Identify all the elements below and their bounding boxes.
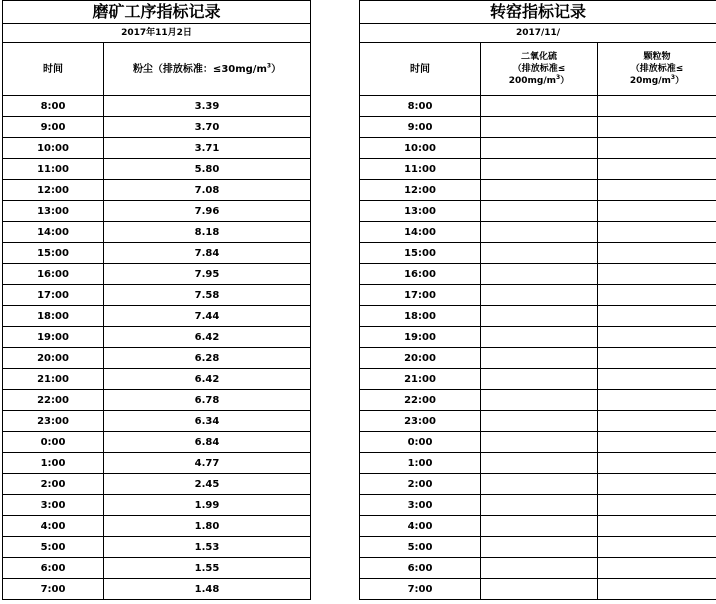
time-cell: 19:00 xyxy=(3,327,104,348)
dust-value-cell: 6.84 xyxy=(104,432,311,453)
table-row xyxy=(360,285,716,306)
time-cell: 18:00 xyxy=(3,306,104,327)
grinding-col-dust-header: 粉尘（排放标准：$\le 30mg/m^3$） xyxy=(104,43,311,96)
table-row xyxy=(3,306,311,327)
time-cell: 6:00 xyxy=(360,558,481,579)
time-cell: 3:00 xyxy=(360,495,481,516)
time-cell: 18:00 xyxy=(360,306,481,327)
dust-value-cell: 6.78 xyxy=(104,390,311,411)
dust-value-cell: 5.80 xyxy=(104,159,311,180)
so2-value-cell xyxy=(481,390,598,411)
table-row xyxy=(3,264,311,285)
table-row xyxy=(360,138,716,159)
so2-value-cell xyxy=(481,222,598,243)
table-row xyxy=(360,117,716,138)
time-cell: 0:00 xyxy=(360,432,481,453)
kiln-table-date: 2017/11/ xyxy=(360,24,716,43)
table-row xyxy=(360,411,716,432)
pm-value-cell xyxy=(598,474,716,495)
so2-value-cell xyxy=(481,201,598,222)
pm-value-cell xyxy=(598,159,716,180)
dust-value-cell: 6.34 xyxy=(104,411,311,432)
dust-value-cell: 7.84 xyxy=(104,243,311,264)
dust-value-cell: 1.53 xyxy=(104,537,311,558)
kiln-table-title: 转窑指标记录 xyxy=(360,1,716,24)
so2-value-cell xyxy=(481,138,598,159)
table-row xyxy=(360,180,716,201)
time-cell: 3:00 xyxy=(3,495,104,516)
table-row xyxy=(3,432,311,453)
table-row xyxy=(3,348,311,369)
table-row xyxy=(360,264,716,285)
pm-value-cell xyxy=(598,327,716,348)
pm-value-cell xyxy=(598,180,716,201)
pm-value-cell xyxy=(598,390,716,411)
pm-value-cell xyxy=(598,306,716,327)
time-cell: 12:00 xyxy=(360,180,481,201)
dust-value-cell: 6.42 xyxy=(104,327,311,348)
table-row xyxy=(360,474,716,495)
time-cell: 16:00 xyxy=(3,264,104,285)
kiln-col-time-header: 时间 xyxy=(360,43,481,96)
dust-value-cell: 6.42 xyxy=(104,369,311,390)
table-row xyxy=(360,453,716,474)
table-row xyxy=(3,411,311,432)
time-cell: 15:00 xyxy=(3,243,104,264)
table-row xyxy=(3,390,311,411)
time-cell: 21:00 xyxy=(3,369,104,390)
dust-value-cell: 7.58 xyxy=(104,285,311,306)
dust-value-cell: 1.48 xyxy=(104,579,311,600)
table-row xyxy=(360,306,716,327)
table-row xyxy=(360,201,716,222)
pm-value-cell xyxy=(598,201,716,222)
dust-value-cell: 7.95 xyxy=(104,264,311,285)
table-row xyxy=(3,138,311,159)
time-cell: 4:00 xyxy=(360,516,481,537)
time-cell: 10:00 xyxy=(360,138,481,159)
table-row xyxy=(360,222,716,243)
time-cell: 23:00 xyxy=(360,411,481,432)
time-cell: 7:00 xyxy=(360,579,481,600)
dust-value-cell: 8.18 xyxy=(104,222,311,243)
pm-value-cell xyxy=(598,579,716,600)
pm-value-cell xyxy=(598,558,716,579)
table-row xyxy=(3,180,311,201)
time-cell: 2:00 xyxy=(360,474,481,495)
so2-value-cell xyxy=(481,96,598,117)
so2-value-cell xyxy=(481,180,598,201)
time-cell: 11:00 xyxy=(3,159,104,180)
table-row xyxy=(360,159,716,180)
so2-value-cell xyxy=(481,411,598,432)
so2-value-cell xyxy=(481,516,598,537)
time-cell: 5:00 xyxy=(3,537,104,558)
time-cell: 13:00 xyxy=(360,201,481,222)
so2-value-cell xyxy=(481,117,598,138)
so2-value-cell xyxy=(481,369,598,390)
pm-value-cell xyxy=(598,516,716,537)
time-cell: 23:00 xyxy=(3,411,104,432)
table-row xyxy=(360,369,716,390)
grinding-table-title: 磨矿工序指标记录 xyxy=(3,1,311,24)
time-cell: 17:00 xyxy=(360,285,481,306)
so2-value-cell xyxy=(481,537,598,558)
time-cell: 8:00 xyxy=(360,96,481,117)
table-row xyxy=(360,327,716,348)
so2-value-cell xyxy=(481,558,598,579)
dust-value-cell: 4.77 xyxy=(104,453,311,474)
table-row xyxy=(360,558,716,579)
kiln-col-so2-header: 二氧化硫 （排放标准≤ $200mg/m^3$） xyxy=(481,43,598,96)
dust-value-cell: 7.44 xyxy=(104,306,311,327)
so2-value-cell xyxy=(481,306,598,327)
pm-value-cell xyxy=(598,264,716,285)
table-row xyxy=(3,327,311,348)
time-cell: 19:00 xyxy=(360,327,481,348)
time-cell: 0:00 xyxy=(3,432,104,453)
so2-value-cell xyxy=(481,243,598,264)
time-cell: 14:00 xyxy=(3,222,104,243)
table-row xyxy=(3,558,311,579)
so2-value-cell xyxy=(481,285,598,306)
pm-value-cell xyxy=(598,222,716,243)
time-cell: 9:00 xyxy=(360,117,481,138)
so2-value-cell xyxy=(481,264,598,285)
pm-value-cell xyxy=(598,369,716,390)
time-cell: 10:00 xyxy=(3,138,104,159)
time-cell: 2:00 xyxy=(3,474,104,495)
table-row xyxy=(3,453,311,474)
pm-value-cell xyxy=(598,495,716,516)
so2-value-cell xyxy=(481,348,598,369)
grinding-col-time-header: 时间 xyxy=(3,43,104,96)
pm-value-cell xyxy=(598,453,716,474)
so2-value-cell xyxy=(481,159,598,180)
pm-value-cell xyxy=(598,96,716,117)
dust-value-cell: 7.08 xyxy=(104,180,311,201)
time-cell: 6:00 xyxy=(3,558,104,579)
time-cell: 1:00 xyxy=(360,453,481,474)
pm-value-cell xyxy=(598,411,716,432)
time-cell: 11:00 xyxy=(360,159,481,180)
time-cell: 17:00 xyxy=(3,285,104,306)
table-row xyxy=(3,516,311,537)
time-cell: 12:00 xyxy=(3,180,104,201)
kiln-col-pm-header: 颗粒物 （排放标准≤ $20mg/m^3$） xyxy=(598,43,716,96)
table-row xyxy=(3,495,311,516)
table-row xyxy=(3,222,311,243)
table-row xyxy=(360,243,716,264)
time-cell: 1:00 xyxy=(3,453,104,474)
grinding-indicator-table xyxy=(2,0,311,600)
time-cell: 7:00 xyxy=(3,579,104,600)
pm-value-cell xyxy=(598,348,716,369)
time-cell: 4:00 xyxy=(3,516,104,537)
grinding-table-date: 2017年11月2日 xyxy=(3,24,311,43)
table-row xyxy=(360,348,716,369)
pm-value-cell xyxy=(598,117,716,138)
time-cell: 20:00 xyxy=(3,348,104,369)
pm-value-cell xyxy=(598,285,716,306)
time-cell: 16:00 xyxy=(360,264,481,285)
time-cell: 15:00 xyxy=(360,243,481,264)
table-row xyxy=(3,201,311,222)
table-row xyxy=(3,159,311,180)
so2-value-cell xyxy=(481,327,598,348)
table-row xyxy=(3,96,311,117)
so2-value-cell xyxy=(481,495,598,516)
so2-value-cell xyxy=(481,579,598,600)
time-cell: 21:00 xyxy=(360,369,481,390)
table-row xyxy=(360,495,716,516)
table-row xyxy=(360,432,716,453)
table-row xyxy=(3,243,311,264)
dust-value-cell: 3.39 xyxy=(104,96,311,117)
table-row xyxy=(3,285,311,306)
time-cell: 8:00 xyxy=(3,96,104,117)
time-cell: 14:00 xyxy=(360,222,481,243)
pm-value-cell xyxy=(598,138,716,159)
time-cell: 9:00 xyxy=(3,117,104,138)
dust-value-cell: 1.99 xyxy=(104,495,311,516)
table-row xyxy=(3,474,311,495)
dust-value-cell: 3.71 xyxy=(104,138,311,159)
pm-value-cell xyxy=(598,537,716,558)
dust-value-cell: 7.96 xyxy=(104,201,311,222)
table-row xyxy=(3,537,311,558)
dust-value-cell: 6.28 xyxy=(104,348,311,369)
table-row xyxy=(360,516,716,537)
time-cell: 13:00 xyxy=(3,201,104,222)
table-row xyxy=(360,537,716,558)
dust-value-cell: 2.45 xyxy=(104,474,311,495)
table-row xyxy=(3,579,311,600)
so2-value-cell xyxy=(481,474,598,495)
dust-value-cell: 1.55 xyxy=(104,558,311,579)
pm-value-cell xyxy=(598,243,716,264)
time-cell: 22:00 xyxy=(3,390,104,411)
pm-value-cell xyxy=(598,432,716,453)
time-cell: 22:00 xyxy=(360,390,481,411)
kiln-indicator-table xyxy=(359,0,716,600)
dust-value-cell: 3.70 xyxy=(104,117,311,138)
table-row xyxy=(3,117,311,138)
so2-value-cell xyxy=(481,453,598,474)
table-row xyxy=(360,96,716,117)
table-row xyxy=(360,579,716,600)
so2-value-cell xyxy=(481,432,598,453)
table-row xyxy=(3,369,311,390)
table-row xyxy=(360,390,716,411)
time-cell: 20:00 xyxy=(360,348,481,369)
time-cell: 5:00 xyxy=(360,537,481,558)
dust-value-cell: 1.80 xyxy=(104,516,311,537)
